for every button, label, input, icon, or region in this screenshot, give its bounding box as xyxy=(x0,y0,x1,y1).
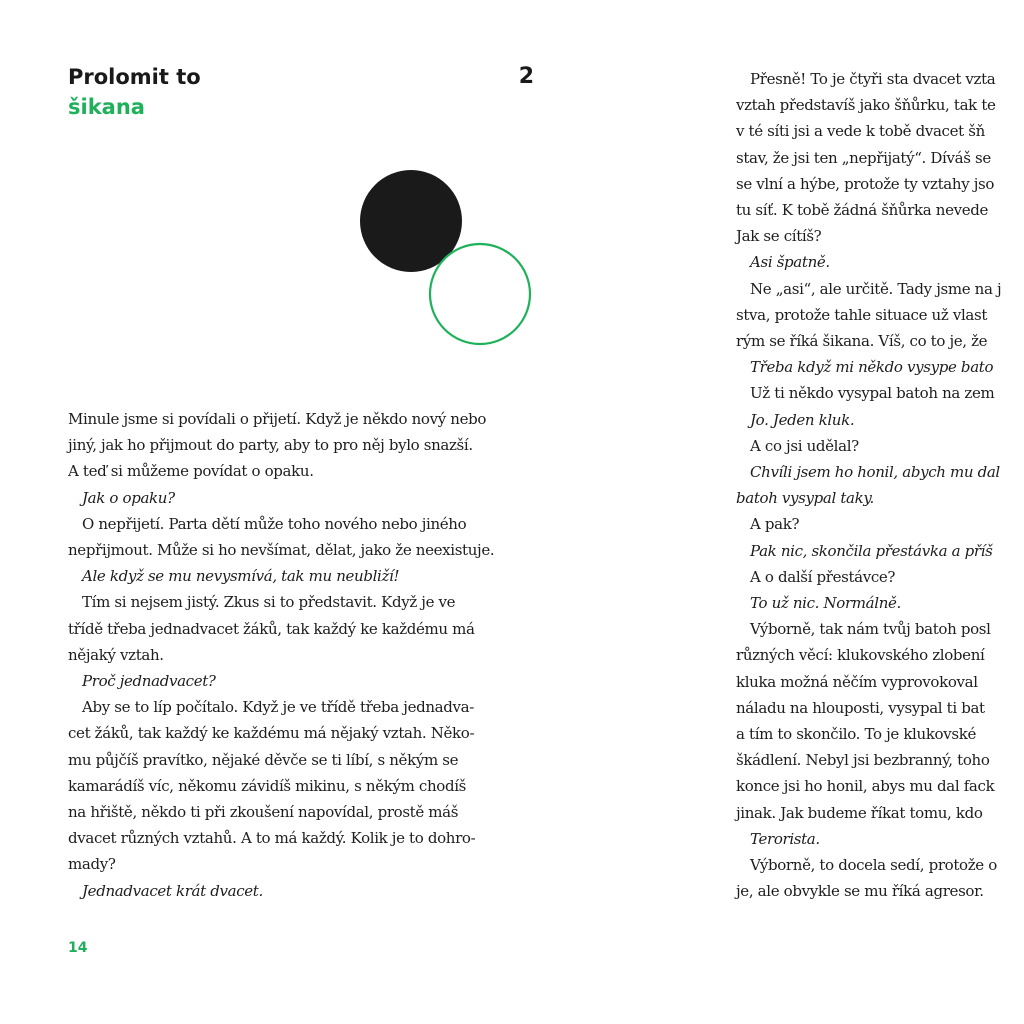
text-line: stva, protože tahle situace už vlast xyxy=(736,305,988,324)
text-line: A o další přestávce? xyxy=(750,567,896,586)
text-line: cet žáků, tak každý ke každému má nějaký vztah. Někо- xyxy=(68,724,475,743)
text-line: Teroristа. xyxy=(750,829,820,848)
text-line: Jednadvacet krát dvacet. xyxy=(82,881,263,900)
text-line: Asi špatně. xyxy=(750,253,830,272)
text-line: Aby se to líp počítalo. Když je ve třídě třeba jednadva- xyxy=(82,698,474,717)
chapter-number: 2 xyxy=(518,64,534,89)
text-line: O nepřijetí. Parta dětí může toho nového nebo jiného xyxy=(82,514,467,533)
text-line: škádlení. Nebyl jsi bezbranný, toho xyxy=(736,751,990,770)
text-line: vztah představíš jako šňůrku, tak te xyxy=(736,96,996,115)
chapter-heading xyxy=(68,62,534,122)
text-line: stav, že jsi ten „nepřijatý“. Díváš se xyxy=(736,148,991,167)
text-line: mady? xyxy=(68,855,116,874)
text-line: se vlní a hýbe, protože ty vztahy jso xyxy=(736,174,995,193)
text-line: Třeba když mi někdo vysype bato xyxy=(750,358,994,377)
chapter-title-line1: Prolomit to xyxy=(68,65,201,89)
text-line: třídě třeba jednadvacet žáků, tak každý ke každému má xyxy=(68,619,475,638)
text-line: náladu na hlouposti, vysypal ti bat xyxy=(736,698,985,717)
text-line: To už nic. Normálně. xyxy=(750,594,901,613)
text-line: jiný, jak ho přijmout do party, aby to pro něj bylo snazší. xyxy=(68,436,473,455)
text-line: Jak se cítíš? xyxy=(736,227,822,246)
text-line: a tím to skončilo. To je klukovské xyxy=(736,725,976,744)
text-line: tu síť. K tobě žádná šňůrka nevede xyxy=(736,201,989,220)
text-line: Minule jsme si povídali o přijetí. Když je někdo nový nebo xyxy=(68,410,487,428)
green-outline-circle xyxy=(430,244,530,344)
text-line: Chvíli jsem ho honil, abych mu dal xyxy=(750,463,1000,482)
text-line: jinak. Jak budeme říkat tomu, kdo xyxy=(736,803,983,822)
text-line: A teď si můžeme povídat o opaku. xyxy=(68,462,314,481)
text-line: Ne „asi“, ale určitě. Tady jsme na j xyxy=(750,279,1002,298)
text-line: Přesně! To je čtyři sta dvacet vzta xyxy=(750,70,996,88)
text-line: kamarádíš víc, někomu závidíš mikinu, s někým chodíš xyxy=(68,776,466,795)
text-line: dvacet různých vztahů. A to má každý. Kolik je to dohro- xyxy=(68,829,476,848)
text-line: různých věcí: klukovského zlobení xyxy=(736,646,985,665)
text-line: Jo. Jeden kluk. xyxy=(750,410,855,429)
text-line: v té síti jsi a vede k tobě dvacet šň xyxy=(736,122,985,141)
text-line: batoh vysypal taky. xyxy=(736,489,874,508)
text-line: je, ale obvykle se mu říká agresor. xyxy=(736,882,984,901)
circles-illustration xyxy=(355,166,540,356)
left-body-text xyxy=(68,406,534,904)
text-line: Pak nic, skončila přestávka a příš xyxy=(750,541,993,560)
text-line: Už ti někdo vysypal batoh na zem xyxy=(750,384,995,403)
text-line: A co jsi udělal? xyxy=(750,436,859,455)
text-line: Jak o opaku? xyxy=(82,488,175,507)
circles-graphic xyxy=(355,166,540,351)
text-line: Proč jednadvacet? xyxy=(82,672,216,691)
text-line: mu půjčíš pravítko, nějaké děvče se ti líbí, s někým se xyxy=(68,750,459,769)
text-line: Ale když se mu nevysmívá, tak mu neubliží! xyxy=(82,567,400,586)
text-line: kluka možná něčím vyprovokoval xyxy=(736,672,978,691)
text-line: Výborně, tak nám tvůj batoh posl xyxy=(750,620,991,639)
text-line: nějaký vztah. xyxy=(68,645,164,664)
text-line: rým se říká šikana. Víš, co to je, že xyxy=(736,332,988,351)
page-number: 14 xyxy=(68,940,88,956)
chapter-title-line2: šikana xyxy=(68,95,145,119)
text-line: na hřiště, někdo ti při zkoušení napovídal, prostě máš xyxy=(68,803,459,822)
text-line: nepřijmout. Může si ho nevšímat, dělat, jako že neexistuje. xyxy=(68,541,495,560)
right-body-text xyxy=(736,66,1024,905)
text-line: Tím si nejsem jistý. Zkus si to představit. Když je ve xyxy=(82,593,456,612)
text-line: Výborně, to docela sedí, protože o xyxy=(750,856,997,875)
right-page xyxy=(720,0,1024,1024)
text-line: A pak? xyxy=(750,515,800,534)
text-line: konce jsi ho honil, abys mu dal fack xyxy=(736,777,995,796)
